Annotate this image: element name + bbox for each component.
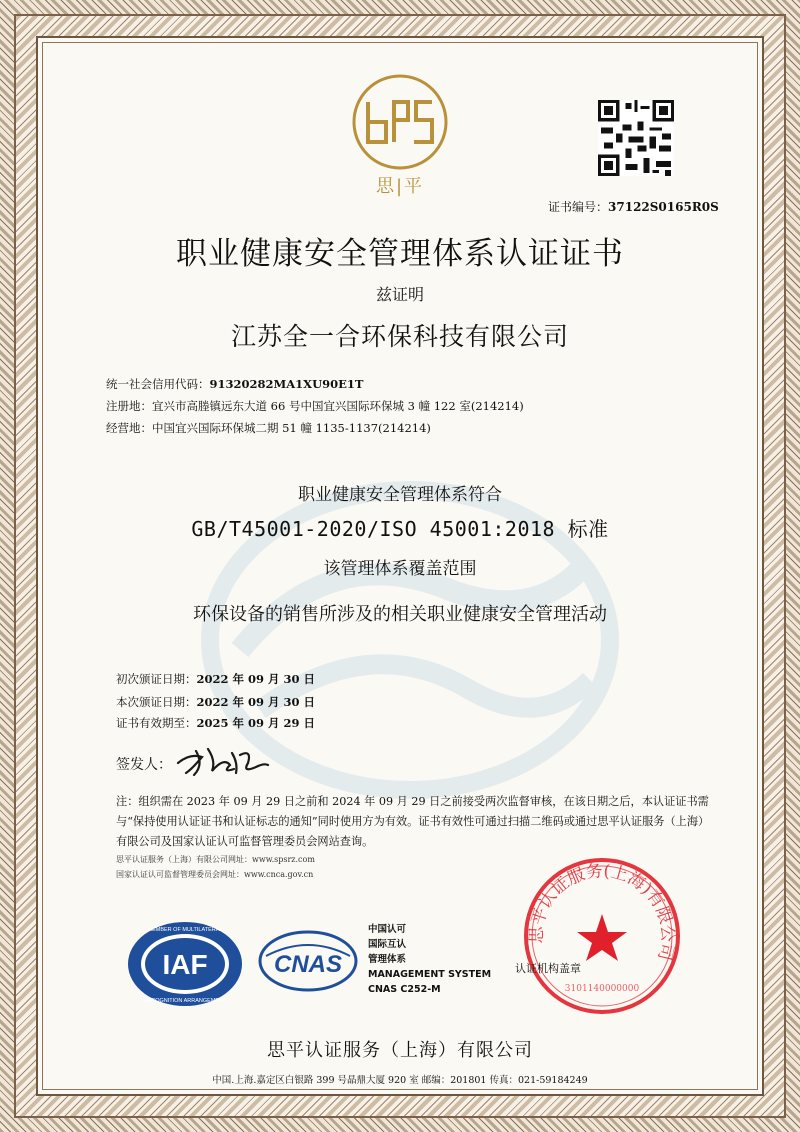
date-value: 2022 年 09 月 30 日 [196,695,316,709]
cnas-accreditation-text [368,922,491,997]
business-address-line [106,420,431,436]
certificate-number-value: 37122S0165R0S [608,200,719,214]
cnas-logo-icon [258,930,358,992]
organization-address: 中国.上海.嘉定区白银路 399 号晶鼎大厦 920 室 邮编：201801 传真：021-59184249 [212,1075,588,1086]
svg-text:MEMBER OF MULTILATERAL: MEMBER OF MULTILATERAL [147,927,223,933]
certificate-note: 注：组织需在 2023 年 09 月 29 日之前和 2024 年 09 月 29 日之前接受两次监督审核，在该日期之后，本认证证书需与“保持使用认证证书和认证标志的通知”同时使用方为有效。证书有效性可通过扫描二维码或通过思平认证服务（上海）有限公司及国家认证认可监督管理委员会网站查询。 [116,795,710,848]
coverage-label: 该管理体系覆盖范围 [323,559,477,579]
svg-text:思平认证服务(上海)有限公司: 思平认证服务(上海)有限公司 [526,861,678,963]
registered-address-label: 注册地： [106,399,152,413]
seal-label: 认证机构盖章 [515,962,581,975]
credit-code-value: 91320282MA1XU90E1T [209,377,364,391]
date-value: 2022 年 09 月 30 日 [196,672,316,686]
svg-text:IAF: IAF [162,949,208,980]
cnas-line: 管理体系 [368,954,407,965]
certificate-title: 职业健康安全管理体系认证证书 [176,236,624,272]
current-issue-date [116,694,315,710]
signer-label: 签发人： [116,757,172,773]
first-issue-date [116,671,315,687]
issuing-organization: 思平认证服务（上海）有限公司 [267,1040,533,1061]
scope-text: 环保设备的销售所涉及的相关职业健康安全管理活动 [193,604,607,625]
certificate-number-label: 证书编号： [548,200,609,214]
cnas-line: 中国认可 [368,924,407,935]
svg-text:CNAS: CNAS [273,951,343,978]
conformity-statement: 职业健康安全管理体系符合 [298,485,502,505]
svg-text:3101140000000: 3101140000000 [564,984,640,994]
credit-code-label: 统一社会信用代码： [106,377,210,391]
date-label: 本次颁证日期： [116,695,197,709]
cnas-line: MANAGEMENT SYSTEM [368,969,492,980]
date-label: 初次颁证日期： [116,672,197,686]
website-line: 思平认证服务（上海）有限公司网址：www.spsrz.com [116,855,315,864]
qr-code-icon[interactable] [598,100,674,176]
iaf-logo-icon [126,920,244,1008]
standard-text: GB/T45001-2020/ISO 45001:2018 标准 [191,517,609,541]
handwritten-signature-icon [172,735,272,779]
business-address-label: 经营地： [106,421,152,435]
cnas-line: 国际互认 [368,939,407,950]
hereby-text: 兹证明 [375,285,424,304]
cnas-line: CNAS C252-M [368,984,441,995]
registered-address-line [106,398,524,414]
svg-text:RECOGNITION ARRANGEMENT: RECOGNITION ARRANGEMENT [143,998,227,1004]
company-seal-icon [522,856,682,1016]
business-address-value: 中国宜兴国际环保城二期 51 幢 1135-1137(214214) [152,421,431,435]
company-name: 江苏全一合环保科技有限公司 [230,322,569,351]
expiry-date [116,715,315,731]
website-line: 国家认证认可监督管理委员会网址：www.cnca.gov.cn [116,870,314,879]
logo-brand-text: 思|平 [375,176,425,197]
certificate-number [548,198,719,215]
date-label: 证书有效期至： [116,716,197,730]
date-value: 2025 年 09 月 29 日 [196,716,316,730]
credit-code-line [106,376,363,392]
registered-address-value: 宜兴市高塍镇远东大道 66 号中国宜兴国际环保城 3 幢 122 室(214214) [152,399,524,413]
